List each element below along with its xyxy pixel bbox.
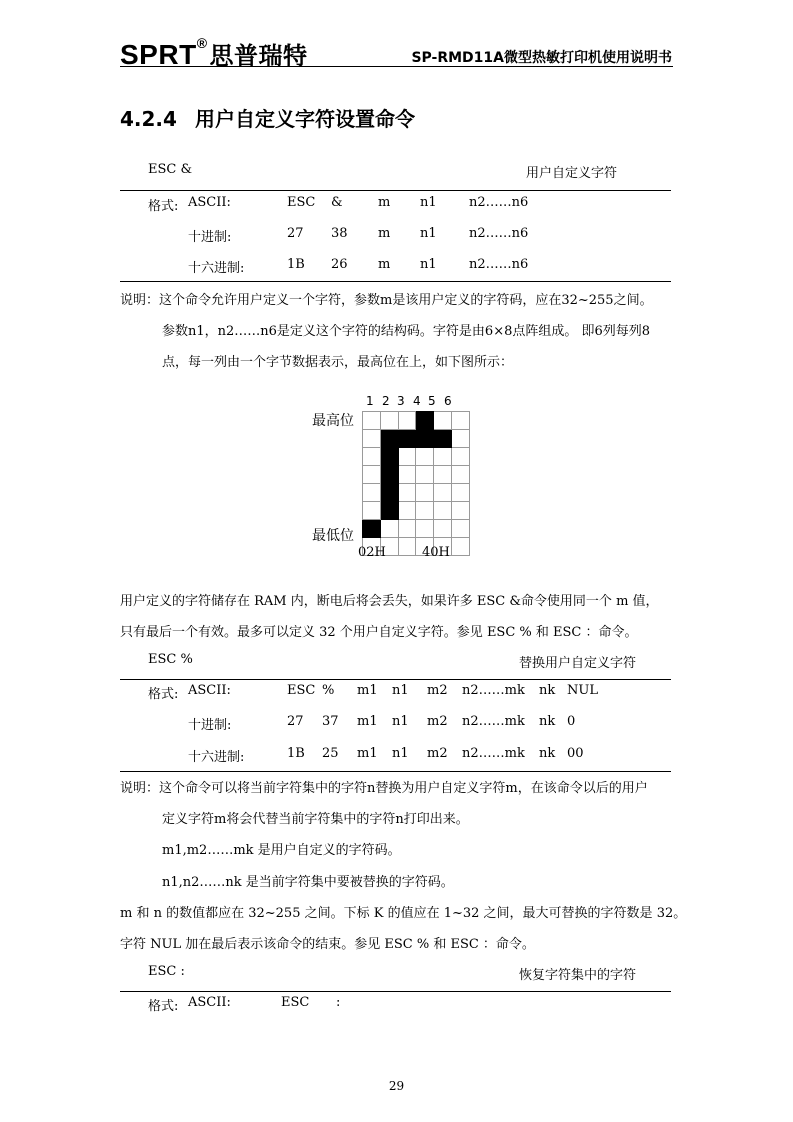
cmd1-cell: m [378,195,391,210]
cmd1-row-label: 十进制: [188,230,232,245]
cmd3-cell: : [336,995,341,1010]
cmd1-cell: n2……n6 [469,195,529,210]
cmd1-cell: n1 [420,195,437,210]
dot-row [363,466,470,484]
cmd2-cell: 37 [322,714,339,729]
lsb-label: 最低位 [312,528,354,544]
dot-empty [363,502,381,520]
cmd2-divider-top [120,679,671,680]
header-divider [120,66,673,67]
page-number: 29 [388,1079,405,1093]
cmd2-cell: n1 [392,714,409,729]
dot-empty [452,502,470,520]
dot-row [363,484,470,502]
dot-row [363,520,470,538]
cmd1-cell: n2……n6 [469,226,529,241]
cmd2-cell: nk [539,714,556,729]
cmd2-explain-line: 字符 NUL 加在最后表示该命令的结束。参见 ESC % 和 ESC ：命令。 [120,937,535,952]
dot-row [363,502,470,520]
cmd2-cell: n2……mk [462,746,525,761]
column-label: 6 [444,394,452,408]
dot-filled [380,484,398,502]
dot-empty [363,430,381,448]
cmd1-cell: ESC [287,195,316,210]
dot-filled [380,430,398,448]
dot-filled [363,520,381,538]
cmd1-divider-bottom [120,281,671,282]
cmd1-divider-top [120,190,671,191]
cmd1-name: ESC & [148,162,193,177]
dot-filled [398,430,416,448]
dot-empty [434,502,452,520]
dot-empty [434,448,452,466]
hex-label-right: 40H [422,545,450,560]
column-label: 2 [382,394,390,408]
section-heading [120,103,415,132]
logo-chinese: 思普瑞特 [209,43,308,70]
dot-empty [434,484,452,502]
dot-empty [452,412,470,430]
cmd2-cell: m1 [357,683,378,698]
cmd1-explain-line: 参数n1，n2……n6是定义这个字符的结构码。字符是由6×8点阵组成。 即6列每列8 [162,324,651,339]
ram-note-line: 用户定义的字符储存在 RAM 内，断电后将会丢失，如果许多 ESC &命令使用同一个 m 值， [120,594,659,609]
dot-filled [416,412,434,430]
cmd2-row-label: ASCII: [188,683,231,698]
cmd2-cell: m2 [427,683,448,698]
cmd1-cell: n2……n6 [469,257,529,272]
cmd2-cell: NUL [567,683,598,698]
cmd1-cell: 26 [331,257,348,272]
cmd1-explain-line: 说明：这个命令允许用户定义一个字符，参数m是该用户定义的字符码，应在32~255之间。 [120,293,653,308]
cmd2-explain-line: n1,n2……nk 是当前字符集中要被替换的字符码。 [162,875,454,890]
cmd2-explain-line: 定义字符m将会代替当前字符集中的字符n打印出来。 [162,812,469,827]
cmd3-row-label: ASCII: [188,995,231,1010]
registered-mark: ® [196,34,208,51]
cmd1-cell: 38 [331,226,348,241]
dot-empty [452,520,470,538]
dot-filled [434,430,452,448]
cmd3-name: ESC : [148,964,185,979]
dot-empty [452,484,470,502]
dot-empty [416,520,434,538]
cmd1-cell: m [378,257,391,272]
cmd2-cell: % [322,683,335,698]
dot-empty [452,430,470,448]
cmd2-cell: m1 [357,714,378,729]
cmd1-row-label: ASCII: [188,195,231,210]
column-label: 1 [366,394,374,408]
dot-empty [363,448,381,466]
cmd2-cell: m2 [427,746,448,761]
dot-empty [398,538,416,556]
dot-filled [416,430,434,448]
column-label: 4 [413,394,421,408]
cmd2-cell: 1B [287,746,305,761]
cmd2-cell: 0 [567,714,576,729]
cmd2-explain-line: 说明：这个命令可以将当前字符集中的字符n替换为用户自定义字符m，在该命令以后的用户 [120,781,648,796]
cmd2-explain-line: m1,m2……mk 是用户自定义的字符码。 [162,843,401,858]
cmd2-row-label: 十进制: [188,718,232,733]
cmd2-cell: n1 [392,746,409,761]
dot-filled [380,466,398,484]
dot-empty [398,466,416,484]
dot-empty [398,448,416,466]
dot-filled [380,502,398,520]
dot-empty [452,466,470,484]
dot-empty [398,484,416,502]
cmd1-cell: 1B [287,257,305,272]
cmd1-description: 用户自定义字符 [526,166,618,181]
cmd1-cell: 27 [287,226,304,241]
cmd1-cell: n1 [420,226,437,241]
dot-empty [434,412,452,430]
dot-empty [363,484,381,502]
dot-empty [380,412,398,430]
dot-empty [416,448,434,466]
cmd2-cell: 25 [322,746,339,761]
cmd2-cell: ESC [287,683,316,698]
cmd1-cell: & [331,195,343,210]
cmd2-cell: m1 [357,746,378,761]
cmd1-cell: m [378,226,391,241]
cmd2-cell: n1 [392,683,409,698]
cmd2-explain-line: m 和 n 的数值都应在 32~255 之间。下标 K 的值应在 1~32 之间，最大可替换的字符数是 32。 [120,906,687,921]
cmd3-divider-top [120,991,671,992]
cmd2-cell: nk [539,683,556,698]
dot-empty [380,520,398,538]
dot-matrix-grid [362,411,470,556]
cmd2-format-label: 格式: [148,687,179,702]
section-number: 4.2.4 [120,107,177,131]
cmd1-cell: n1 [420,257,437,272]
cmd3-format-label: 格式: [148,999,179,1014]
document-title: SP-RMD11A微型热敏打印机使用说明书 [411,50,672,66]
cmd2-cell: 00 [567,746,584,761]
cmd2-row-label: 十六进制: [188,750,245,765]
dot-empty [398,520,416,538]
ram-note-line: 只有最后一个有效。最多可以定义 32 个用户自定义字符。参见 ESC % 和 ESC ：命令。 [120,625,638,640]
dot-empty [416,502,434,520]
dot-empty [452,448,470,466]
dot-empty [434,466,452,484]
dot-empty [363,466,381,484]
cmd2-cell: m2 [427,714,448,729]
cmd2-name: ESC % [148,652,193,667]
dot-empty [434,520,452,538]
dot-empty [398,502,416,520]
dot-empty [363,412,381,430]
dot-empty [398,412,416,430]
msb-label: 最高位 [312,413,354,429]
dot-row [363,430,470,448]
cmd2-cell: nk [539,746,556,761]
dot-filled [380,448,398,466]
hex-label-left: 02H [358,545,386,560]
cmd2-cell: n2……mk [462,714,525,729]
cmd2-cell: n2……mk [462,683,525,698]
dot-row [363,412,470,430]
dot-row [363,448,470,466]
cmd2-cell: 27 [287,714,304,729]
dot-empty [416,466,434,484]
column-label: 3 [397,394,405,408]
cmd1-format-label: 格式: [148,199,179,214]
cmd2-description: 替换用户自定义字符 [519,656,637,671]
cmd2-divider-bottom [120,771,671,772]
cmd1-row-label: 十六进制: [188,261,245,276]
dot-empty [452,538,470,556]
section-title: 用户自定义字符设置命令 [194,107,415,131]
cmd3-description: 恢复字符集中的字符 [519,968,637,983]
column-label: 5 [428,394,436,408]
cmd1-explain-line: 点，每一列由一个字节数据表示，最高位在上，如下图所示： [162,355,514,370]
logo-text: SPRT [120,39,197,70]
cmd3-cell: ESC [281,995,310,1010]
dot-empty [416,484,434,502]
